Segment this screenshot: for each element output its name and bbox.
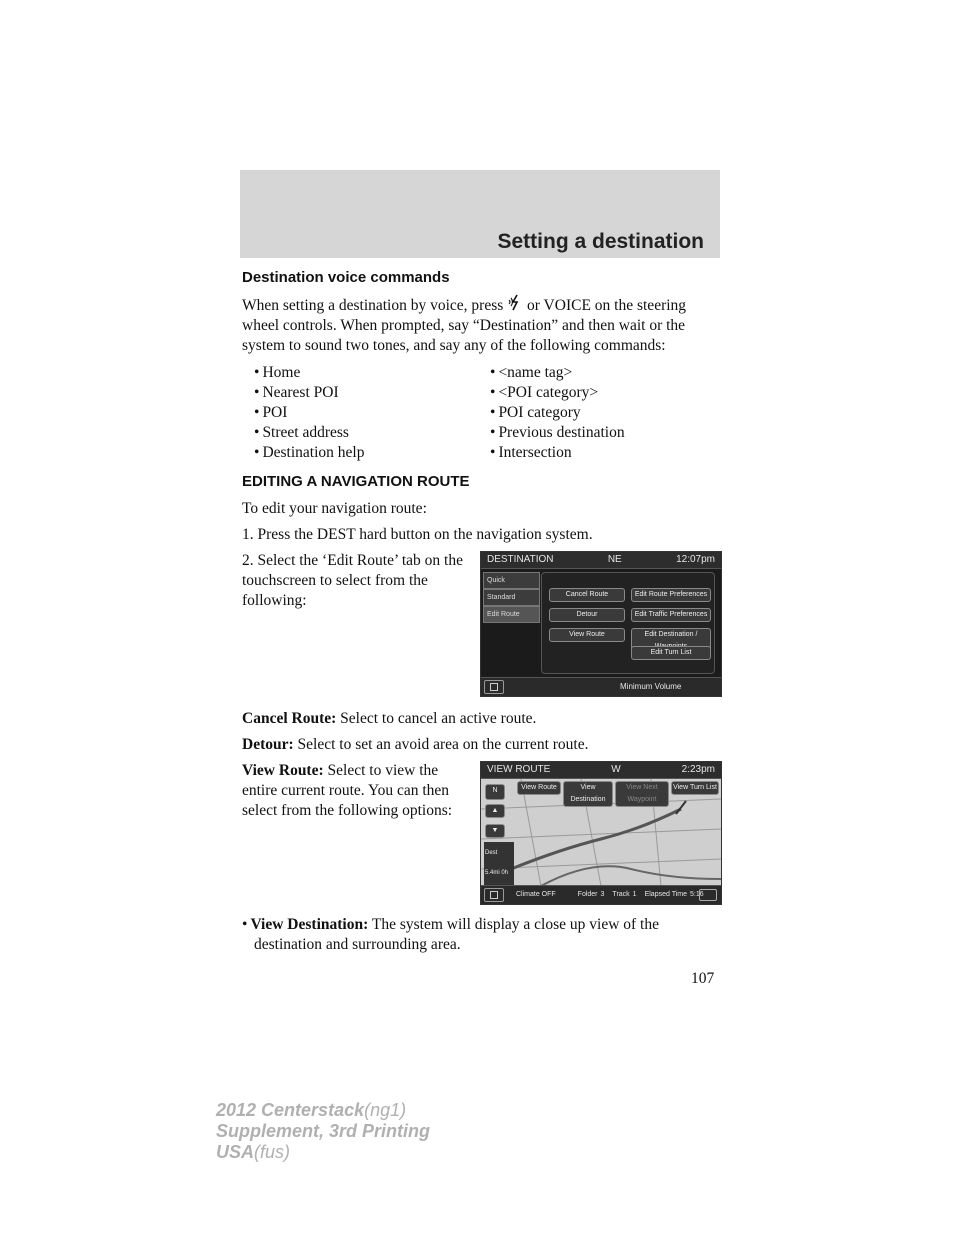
- folder-label: Folder: [577, 891, 598, 898]
- track-label: Track: [612, 891, 630, 898]
- volume-readout: Minimum Volume: [620, 682, 682, 691]
- elapsed-value: 5:16: [690, 891, 704, 898]
- screen-title: VIEW ROUTE: [487, 764, 551, 775]
- view-route-button[interactable]: View Route: [549, 628, 625, 642]
- route-info: Dest 5.4mi 0h: [484, 842, 514, 904]
- footer-line-2: Supplement, 3rd Printing: [216, 1121, 431, 1141]
- view-destination-bullet: • View Destination: The system will display a close up view of the destination and surrounding area.: [242, 915, 722, 955]
- list-item: • Previous destination: [490, 423, 726, 443]
- clock-readout: 2:23pm: [681, 764, 715, 775]
- view-route-definition: View Route: Select to view the entire current route. You can then select from the following options:: [242, 762, 453, 819]
- edit-turn-list-button[interactable]: Edit Turn List: [631, 646, 711, 660]
- elapsed-label: Elapsed Time: [644, 891, 687, 898]
- footer-line-3: USA(fus): [216, 1142, 291, 1162]
- list-item: • <POI category>: [490, 383, 726, 403]
- zoom-out-icon[interactable]: ▼: [485, 824, 505, 838]
- home-icon[interactable]: [484, 888, 504, 902]
- edit-step-1: 1. Press the DEST hard button on the navigation system.: [242, 526, 593, 543]
- edit-route-preferences-button[interactable]: Edit Route Preferences: [631, 588, 711, 602]
- detour-button[interactable]: Detour: [549, 608, 625, 622]
- compass-readout: W: [611, 764, 621, 775]
- list-item: • Street address: [254, 423, 490, 443]
- list-item: • Intersection: [490, 443, 726, 463]
- tab-view-turn-list[interactable]: View Turn List: [671, 781, 719, 795]
- list-item: • <name tag>: [490, 363, 726, 383]
- page-content: [242, 268, 722, 955]
- page-number: 107: [691, 970, 715, 987]
- tab-edit-route[interactable]: Edit Route: [483, 606, 540, 623]
- track-value: 1: [632, 891, 637, 898]
- tab-view-destination[interactable]: View Destination: [563, 781, 613, 807]
- edit-traffic-preferences-button[interactable]: Edit Traffic Preferences: [631, 608, 711, 622]
- voice-intro: When setting a destination by voice, press or VOICE on the steering wheel controls. When prompted, say “Destination” and then wait or the system to sound two tones, and say any of the following commands:: [242, 294, 722, 356]
- footer-line-1: 2012 Centerstack(ng1): [216, 1100, 407, 1120]
- north-up-icon[interactable]: N: [485, 784, 505, 800]
- list-item: • Destination help: [254, 443, 490, 463]
- command-list: [254, 363, 722, 463]
- list-item: • POI category: [490, 403, 726, 423]
- compass-readout: NE: [607, 554, 622, 565]
- cancel-route-definition: Cancel Route: Select to cancel an active route.: [242, 710, 537, 727]
- destination-screenshot: [480, 551, 722, 697]
- tab-view-route[interactable]: View Route: [517, 781, 561, 795]
- zoom-in-icon[interactable]: ▲: [485, 804, 505, 818]
- edit-heading: EDITING A NAVIGATION ROUTE: [242, 473, 470, 490]
- list-item: • Nearest POI: [254, 383, 490, 403]
- edit-destination-waypoints-button[interactable]: Edit Destination /: [631, 628, 711, 654]
- home-icon[interactable]: [484, 680, 504, 694]
- edit-step-2: 2. Select the ‘Edit Route’ tab on the touchscreen to select from the following:: [242, 552, 463, 609]
- climate-status: Climate OFF: [516, 891, 556, 898]
- tab-standard[interactable]: Standard: [483, 589, 540, 606]
- screen-title: DESTINATION: [487, 554, 554, 565]
- detour-definition: Detour: Select to set an avoid area on the current route.: [242, 736, 589, 753]
- edit-intro: To edit your navigation route:: [242, 500, 427, 517]
- cancel-route-button[interactable]: Cancel Route: [549, 588, 625, 602]
- header-band: [240, 170, 720, 258]
- back-icon[interactable]: [699, 889, 717, 901]
- list-item: • POI: [254, 403, 490, 423]
- folder-value: 3: [600, 891, 605, 898]
- clock-readout: 12:07pm: [676, 554, 715, 565]
- list-item: • Home: [254, 363, 490, 383]
- tab-quick[interactable]: Quick: [483, 572, 540, 589]
- view-route-screenshot: [480, 761, 722, 905]
- voice-heading: Destination voice commands: [242, 269, 450, 286]
- tab-view-next-waypoint[interactable]: View Next Waypoint: [615, 781, 669, 807]
- section-title: Setting a destination: [497, 230, 704, 253]
- voice-icon: [507, 294, 523, 314]
